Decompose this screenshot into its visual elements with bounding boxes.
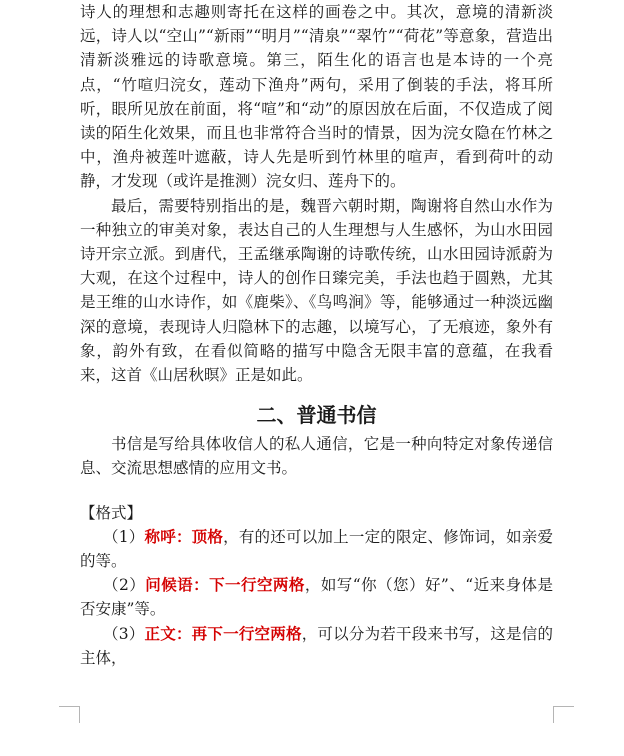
paragraph-conclusion: 最后，需要特别指出的是，魏晋六朝时期，陶谢将自然山水作为一种独立的审美对象，表达自己的人生理想与人生感怀，为山水田园诗开宗立派。到唐代，王孟继承陶谢的诗歌传统，山水田园诗派蔚为大观，在这个过程中，诗人的创作日臻完美，手法也趋于圆熟，尤其是王维的山水诗作，如《鹿柴》、《鸟鸣涧》等，能够通过一种淡远幽深的意境，表现诗人归隐林下的志趣，以境写心，了无痕迹，象外有象，韵外有致，在看似简略的描写中隐含无限丰富的意蕴，在我看来，这首《山居秋暝》正是如此。 <box>80 196 553 385</box>
item-description: ，可以分为若干段来书写，这是信的主体， <box>80 624 553 667</box>
format-item-3 <box>80 622 553 670</box>
section-intro: 书信是写给具体收信人的私人通信，它是一种向特定对象传递信息、交流思想感情的应用文书。 <box>80 435 553 478</box>
section-heading: 二、普通书信 <box>256 403 377 428</box>
item-term: 正文：再下一行空两格 <box>144 623 302 643</box>
item-number: （2） <box>103 576 146 595</box>
document-body <box>80 0 553 670</box>
item-number: （1） <box>103 527 145 546</box>
item-term: 称呼：顶格 <box>144 526 224 546</box>
crop-mark-right <box>553 706 574 723</box>
format-item-2 <box>80 573 553 621</box>
item-term: 问候语：下一行空两格 <box>145 575 305 595</box>
item-number: （3） <box>103 624 145 643</box>
format-label: 【格式】 <box>80 503 143 522</box>
item-description: ，如写“你（您）好”、“近来身体是否安康”等。 <box>80 576 553 619</box>
paragraph-analysis: 诗人的理想和志趣则寄托在这样的画卷之中。其次，意境的清新淡远，诗人以“空山”“新雨”“明月”“清泉”“翠竹”“荷花”等意象，营造出清新淡雅远的诗歌意境。第三，陌生化的语言也是本诗的一个亮点，“竹喧归浣女，莲动下渔舟”两句，采用了倒装的手法，将耳所听，眼所见放在前面，将“喧”和“动”的原因放在后面，不仅造成了阅读的陌生化效果，而且也非常符合当时的情景，因为浣女隐在竹林之中，渔舟被莲叶遮蔽，诗人先是听到竹林里的喧声，看到荷叶的动静，才发现（或许是推测）浣女归、莲舟下的。 <box>80 3 553 191</box>
item-description: ，有的还可以加上一定的限定、修饰词，如亲爱的等。 <box>80 527 553 571</box>
spacer <box>80 481 553 501</box>
format-item-1 <box>80 525 553 573</box>
crop-mark-left <box>59 706 80 723</box>
